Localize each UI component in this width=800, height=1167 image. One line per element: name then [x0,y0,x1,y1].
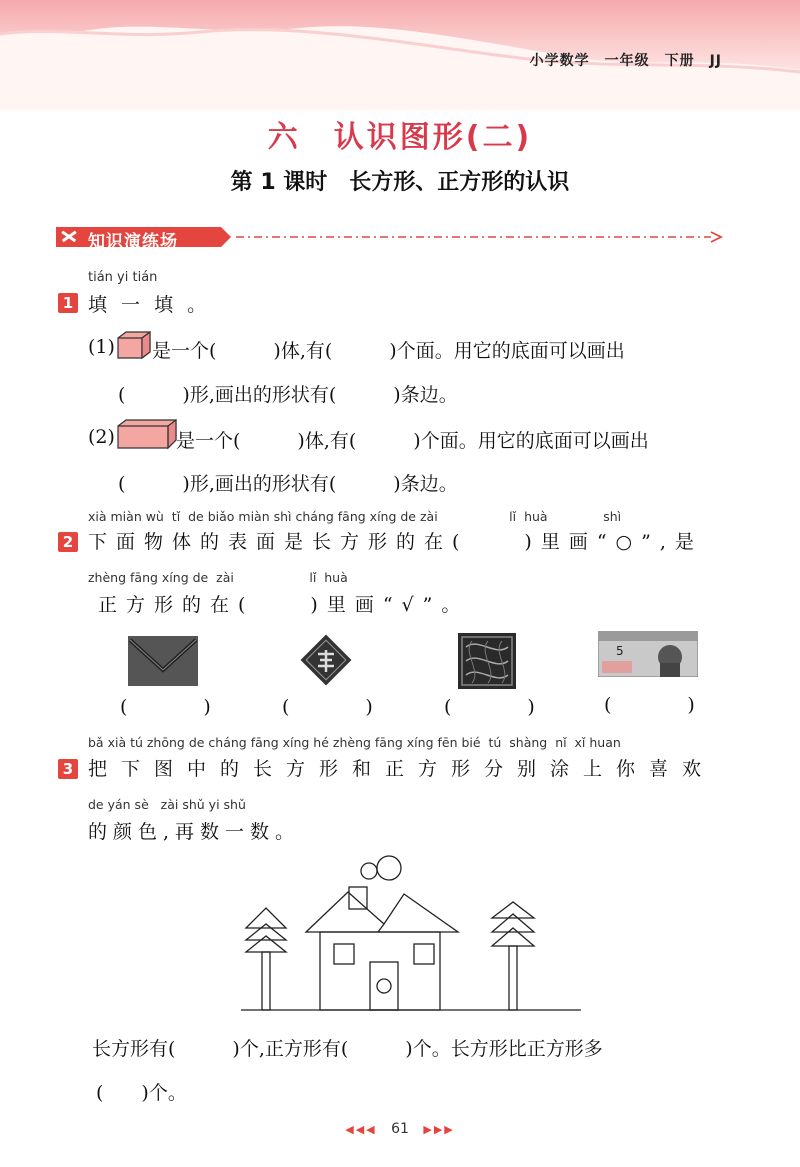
q2-answer-blank-2[interactable]: ( ) [282,696,373,718]
q2-pinyin-2: zhèng fāng xíng de zài lǐ huà [88,570,348,585]
cube-icon [116,330,152,360]
envelope-image [128,636,198,686]
cuboid-icon [116,418,178,450]
q1-part1-label: (1) [88,336,115,358]
door-knob [377,979,391,993]
q1-part1-line1: 是一个( )体,有( )个面。用它的底面可以画出 [152,340,625,362]
page-footer [0,1121,800,1137]
right-window [414,944,434,964]
left-tree-top [246,908,286,928]
page-number: 61 [391,1121,409,1137]
right-tree-middle [492,914,534,932]
house-scene-drawing [236,850,586,1015]
lesson-title: 第 1 课时 长方形、正方形的认识 [230,170,570,195]
q1-part2-line1: 是一个( )体,有( )个面。用它的底面可以画出 [176,430,649,452]
right-tree-bottom [492,928,534,946]
smoke-circle-small [361,863,377,879]
q3-line-1: 把下图中的长方形和正方形分别涂上你喜欢 [88,758,716,780]
q2-answer-blank-4[interactable]: ( ) [604,694,695,716]
unit-title: 六 认识图形(二) [267,120,533,155]
q1-number-badge: 1 [58,293,78,313]
q1-part2-label: (2) [88,426,115,448]
q3-line-2: 的颜色,再数一数。 [88,821,301,843]
q2-answer-blank-1[interactable]: ( ) [120,696,211,718]
q2-line-2: 正方形的在( )里画“√”。 [98,594,470,616]
q1-part1-line2: ( )形,画出的形状有( )条边。 [118,384,458,406]
q3-answer-line-2: ( )个。 [96,1082,187,1104]
left-tree-bottom [246,936,286,952]
q1-pinyin: tián yi tián [88,270,158,285]
q1-part2-line2: ( )形,画出的形状有( )条边。 [118,473,458,495]
smoke-circle-large [377,856,401,880]
right-tree-top [492,902,534,918]
left-window [334,944,354,964]
q2-answer-blank-3[interactable]: ( ) [444,696,535,718]
fu-card-image [296,630,356,690]
q3-answer-line-1: 长方形有( )个,正方形有( )个。长方形比正方形多 [92,1038,603,1060]
left-arrows-icon: ◀◀◀ [345,1123,377,1136]
q3-pinyin-1: bǎ xià tú zhōng de cháng fāng xíng hé zhèng fāng xíng fēn bié tú shàng nǐ xǐ huan [88,735,621,750]
patterned-tile-image [458,633,516,689]
q1-prompt: 填 一 填 。 [88,294,211,316]
q2-pinyin-1: xià miàn wù tǐ de biǎo miàn shì cháng fāng xíng de zài lǐ huà shì [88,509,622,524]
left-tree-trunk [262,952,270,1010]
section-label: 知识演练场 [88,232,178,252]
left-tree-middle [246,924,286,940]
q2-line-1: 下面物体的表面是长方形的在( )里画“○”,是 [88,531,703,553]
q3-number-badge: 3 [58,759,78,779]
right-tree-trunk [509,946,517,1010]
q2-number-badge: 2 [58,532,78,552]
banknote-denomination: 5 [616,644,624,658]
door [370,962,398,1010]
right-arrows-icon: ▶▶▶ [423,1123,455,1136]
q3-pinyin-2: de yán sè zài shǔ yi shǔ [88,797,246,812]
banknote-image [598,631,698,677]
header-meta: 小学数学 一年级 下册 JJ [529,53,722,69]
